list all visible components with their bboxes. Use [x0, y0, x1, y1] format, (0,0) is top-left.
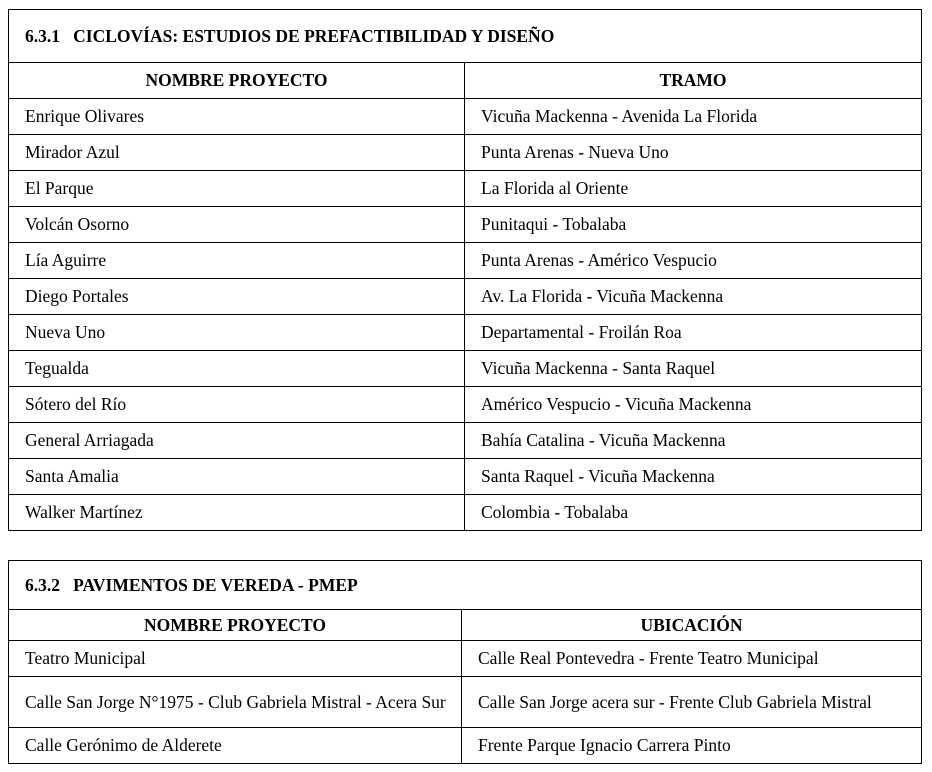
location-cell: Calle Real Pontevedra - Frente Teatro Municipal: [462, 641, 922, 677]
table-row: [9, 243, 922, 279]
table-row: [9, 495, 922, 531]
location-cell: Av. La Florida - Vicuña Mackenna: [465, 279, 922, 315]
project-name-cell: Mirador Azul: [9, 135, 465, 171]
location-cell: La Florida al Oriente: [465, 171, 922, 207]
project-name-cell: Diego Portales: [9, 279, 465, 315]
location-cell: Bahía Catalina - Vicuña Mackenna: [465, 423, 922, 459]
column-header-nombre-proyecto: NOMBRE PROYECTO: [9, 63, 465, 99]
location-cell: Calle San Jorge acera sur - Frente Club Gabriela Mistral: [462, 677, 922, 728]
location-cell: Santa Raquel - Vicuña Mackenna: [465, 459, 922, 495]
project-name-cell: Nueva Uno: [9, 315, 465, 351]
project-name-cell: El Parque: [9, 171, 465, 207]
project-name-cell: Sótero del Río: [9, 387, 465, 423]
section-title: 6.3.1 CICLOVÍAS: ESTUDIOS DE PREFACTIBILIDAD Y DISEÑO: [9, 10, 922, 63]
column-header-tramo: TRAMO: [465, 63, 922, 99]
table-row: [9, 459, 922, 495]
table-row: [9, 99, 922, 135]
project-name-cell: Walker Martínez: [9, 495, 465, 531]
location-cell: Frente Parque Ignacio Carrera Pinto: [462, 728, 922, 764]
ciclovias-table: [8, 9, 922, 531]
location-cell: Punta Arenas - Nueva Uno: [465, 135, 922, 171]
project-name-cell: Enrique Olivares: [9, 99, 465, 135]
table-row: [9, 677, 922, 728]
table-row: [9, 135, 922, 171]
location-cell: Américo Vespucio - Vicuña Mackenna: [465, 387, 922, 423]
table-row: [9, 171, 922, 207]
table-row: [9, 728, 922, 764]
project-name-cell: Tegualda: [9, 351, 465, 387]
project-name-cell: General Arriagada: [9, 423, 465, 459]
table-row: [9, 351, 922, 387]
table-row: [9, 207, 922, 243]
location-cell: Punitaqui - Tobalaba: [465, 207, 922, 243]
table-row: [9, 279, 922, 315]
project-name-cell: Lía Aguirre: [9, 243, 465, 279]
project-name-cell: Calle San Jorge N°1975 - Club Gabriela Mistral - Acera Sur: [9, 677, 462, 728]
pavimentos-table: [8, 560, 922, 764]
table-row: [9, 387, 922, 423]
project-name-cell: Teatro Municipal: [9, 641, 462, 677]
table-row: [9, 315, 922, 351]
location-cell: Colombia - Tobalaba: [465, 495, 922, 531]
project-name-cell: Calle Gerónimo de Alderete: [9, 728, 462, 764]
table-row: [9, 641, 922, 677]
location-cell: Vicuña Mackenna - Avenida La Florida: [465, 99, 922, 135]
column-header-ubicacion: UBICACIÓN: [462, 610, 922, 641]
project-name-cell: Santa Amalia: [9, 459, 465, 495]
project-name-cell: Volcán Osorno: [9, 207, 465, 243]
column-header-nombre-proyecto: NOMBRE PROYECTO: [9, 610, 462, 641]
location-cell: Departamental - Froilán Roa: [465, 315, 922, 351]
table-row: [9, 423, 922, 459]
location-cell: Vicuña Mackenna - Santa Raquel: [465, 351, 922, 387]
location-cell: Punta Arenas - Américo Vespucio: [465, 243, 922, 279]
section-title: 6.3.2 PAVIMENTOS DE VEREDA - PMEP: [9, 561, 922, 610]
